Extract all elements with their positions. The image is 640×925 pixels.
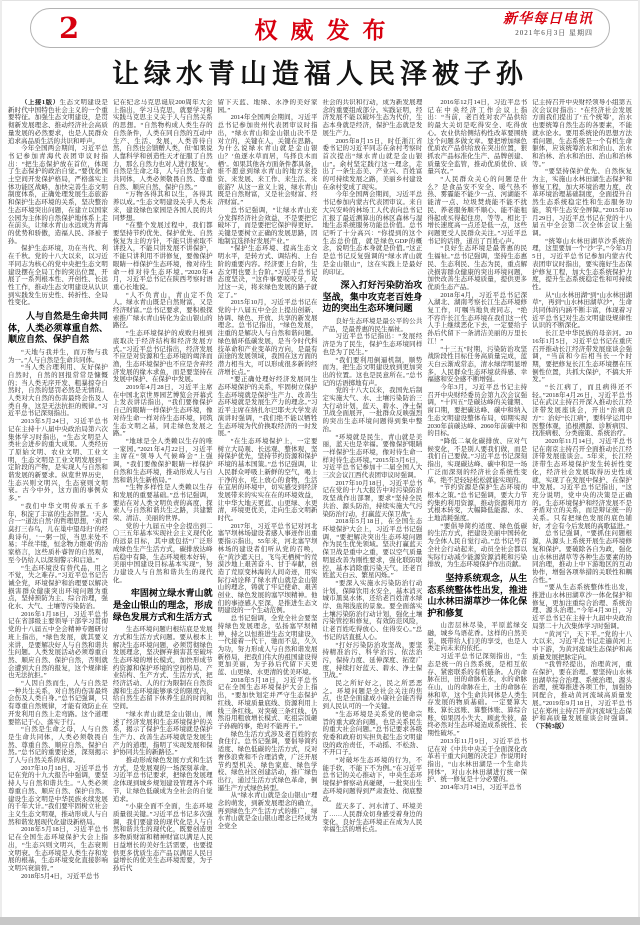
article-paragraph: “生物多样性是人类赖以生存和发展的重要基础。”总书记强调，要站在对人类文明负责的高度，探索人与自然和谐共生之路，共建繁荣、清洁、美丽的世界。 bbox=[112, 484, 213, 523]
article-paragraph: 2017年10月18日，习近平总书记在党的十九大报告中对污染防治攻坚战作出部署，要求“坚持全民共治、源头防治，持续实施大气污染防治行动，打赢蓝天保卫战”。 bbox=[322, 479, 423, 518]
article-paragraph: “降低二氧化碳排放、应对气候变化，不是别人要我们做，而是我们自己要做。”习近平总书记深刻指出，实现碳达峰、碳中和是一场广泛而深刻的经济社会系统性变革，绝不是轻轻松松就能实现的。 bbox=[427, 437, 528, 484]
article-paragraph: 今年全国两会期间，习近平总书记参加青海代表团审议时指出：“把生态保护放在首位，体现了生态保护的政治自觉。”要优化国土空间开发保护格局，严格落实主体功能区战略，加快完善生态文明制度体系，正确处理发展生态旅游和保护生态环境的关系，坚决整治生态环境突出问题，在建立以国家公园为主体的自然保护地体系上走在前头，让绿水青山永远成为青海的优势和骄傲，造福人民、泽被子孙。 bbox=[8, 145, 108, 245]
article-paragraph: “环境就是民生，青山就是美丽，蓝天也是幸福。要像保护眼睛一样保护生态环境，像对待生命一样对待生态环境。”2015年3月6日，习近平总书记参加十二届全国人大三次会议江西代表团审议时强调。 bbox=[322, 433, 423, 480]
issue-date: 2021年6月3日 星期四 bbox=[515, 29, 593, 37]
article-paragraph: 2013年11月9日，习近平总书记在对《中共中央关于全面深化改革若干重大问题的决定》作说明时指出，“山水林田湖是一个生命共同体”，对山水林田湖进行统一保护、统一修复是十分必要的。 bbox=[427, 737, 528, 784]
article-paragraph: 总书记强调，全党全社会要坚持绿色发展理念，弘扬塞罕坝精神，持之以恒推进生态文明建设，一代接着一代干，驰而不息，久久为功，努力形成人与自然和谐发展新格局，把我们伟大的祖国建设得更加美丽，为子孙后代留下天更蓝、山更绿、水更清的优美环境。 bbox=[217, 615, 318, 677]
article-paragraph: “天地与我并生，而万物与我为一。”人与自然是生命共同体。 bbox=[8, 348, 108, 364]
continued-from-note: （上接1版） bbox=[21, 99, 60, 107]
article-paragraph: 2016年1月18日，习近平总书记在省部级主要领导干部学习贯彻党的十八届五中全会精神专题研讨班上指出，“绿色发展，就其要义来讲，是要解决好人与自然和谐共生问题。人类发展活动必须尊重自然、顺应自然、保护自然，否则就会遭到大自然的报复，这个规律谁也无法抗拒。” bbox=[8, 610, 108, 680]
article-paragraph: 2015年10月，习近平总书记在党的十八届五中全会上提出创新、协调、绿色、开放、共享的新发展理念。总书记指出，“绿色发展，注重的是解决人与自然和谐问题。绿色循环低碳发展，是当今时代科技革命和产业变革的方向，是最有前途的发展领域，我国在这方面的潜力相当大，可以形成很多新的经济增长点。” bbox=[217, 299, 318, 376]
article-paragraph: 留下天蓝、地绿、水净的美好家园。” bbox=[217, 99, 318, 114]
article-paragraph: “统筹山水林田湖草沙系统治理，这里要加一个‘沙’字。”今年3月5日，习近平总书记参加内蒙古代表团审议时指出，要实施好生态保护修复工程，加大生态系统保护力度，提升生态系统稳定性和可持续性。 bbox=[532, 237, 632, 291]
article-paragraph: 绿色生活方式涉及老百姓的衣食住行。总书记强调，要倡导简约适度、绿色低碳的生活方式，反对奢侈浪费和不合理消费，广泛开展节约型机关、绿色家庭、绿色学校、绿色社区创建活动，推广绿色出行，通过生活方式绿色革命，倒逼生产方式绿色转型。 bbox=[217, 730, 318, 792]
article-paragraph: “要深入实施水污染防治行动计划，保障饮用水安全，基本消灭城市黑臭水体，还给老百姓清水绿岸、鱼翔浅底的景象。要全面落实土壤污染防治行动计划，强化土壤污染管控和修复，有效防范风险，让老百姓吃得放心、住得安心。”总书记的话直抵人心。 bbox=[322, 579, 423, 641]
article-paragraph: “长江病了，而且病得还不轻。”2018年4月26日，习近平总书记在武汉主持召开深入推动长江经济带发展座谈会，开出“治病良方”：治好“长江病”，要科学运用中医整体观，追根溯源、诊断病因、找准病根、分类施策、系统治疗。 bbox=[532, 384, 632, 438]
article-paragraph: 良好生态环境是最公平的公共产品，是最普惠的民生福祉。 bbox=[322, 318, 423, 333]
article-paragraph: “要正确处理好经济发展同生态环境保护的关系，牢固树立保护生态环境就是保护生产力、改善生态环境就是发展生产力的理念。”习近平主席在纳扎尔巴耶夫大学发表演讲时强调，“我们绝不能以牺牲生态环境为代价换取经济的一时发展。” bbox=[217, 376, 318, 438]
article-paragraph: “生态环境没有替代品，用之不觉，失之难存。”习近平总书记告诫全党，环境保护和治理要以解决损害群众健康突出环境问题为重点，坚持预防为主、综合治理，强化水、大气、土壤等污染防治。 bbox=[8, 564, 108, 611]
article-paragraph: “人因自然而生，人与自然是一种共生关系，对自然的伤害最终会伤及人类自身。”总书记强调，只有尊重自然规律，才能有效防止在开发利用自然上走弯路。这个道理要铭记于心、落实于行。 bbox=[8, 680, 108, 726]
article-paragraph: “我曾经提出，治理黄河，重在保护，要在治理。要坚持山水林田湖草综合治理、系统治理、源头治理，统筹推进各项工作，加强协同配合，推动黄河流域高质量发展。”2019年9月18日，习近平总书记在郑州主持召开黄河流域生态保护和高质量发展座谈会时强调。（下转3版） bbox=[532, 661, 632, 730]
article-paragraph: 2018年5月4日，习近平总书 bbox=[21, 872, 99, 880]
article-column bbox=[8, 99, 108, 905]
section-heading: 牢固树立绿水青山就是金山银山的理念，形成绿色发展方式和生活方式 bbox=[112, 588, 213, 622]
article-paragraph: 2014年全国两会期间，习近平总书记参加贵州代表团审议时指出，“绿水青山和金山银山决不是对立的，关键在人，关键在思路。为什么说绿水青山就是金山银山？‘鱼逐水草而居，鸟择良木而栖’。如果其他各方面条件都具备，谁不愿意到绿水青山的地方来投资、来发展、来工作、来生活、来旅游？从这一意义上说，绿水青山既是自然财富，又是社会财富、经济财富。” bbox=[217, 114, 318, 207]
article-headline: 让绿水青山造福人民泽被子孙 bbox=[112, 59, 528, 89]
article-paragraph: “保护生态环境、提高生态文明水平，是转方式、调结构、上台阶的重要内容。经济要上台阶，生态文明也要上台阶。”习近平总书记态度坚决，“这件事要咬咬牙，攻过这一关，将来绿色发展的路子就定了。” bbox=[217, 245, 318, 299]
article-paragraph: 2018年5月18日，在全国生态环境保护大会上，习近平总书记强调，“要把解决突出生态环境问题作为民生优先领域。坚决打赢蓝天保卫战是重中之重，要以空气质量明显改善为刚性要求，强化联防联控，基本消除重污染天气，还老百姓蓝天白云、繁星闪烁。” bbox=[322, 518, 423, 580]
article-paragraph: 民之所好好之，民之所恶恶之。环境问题是全社会关注的焦点，也是全面建成小康社会能否得到人民认可的一个关键。 bbox=[322, 680, 423, 711]
section-title: 权威发布 bbox=[254, 17, 399, 43]
article-paragraph: 长江是中华民族的母亲河。2016年1月5日，习近平总书记在重庆召开推动长江经济带发展座谈会强调，“当前和今后相当长一个时期，要把修复长江生态环境摆在压倒性位置，共抓大保护，不搞大开发。” bbox=[532, 330, 632, 384]
article-paragraph: 总书记强调，“让绿水青山充分发挥经济社会效益，不是要把它破坏了，而是要把它保护得更好。关键是要树立正确的发展思路，因地制宜选择好发展产业。” bbox=[217, 206, 318, 245]
masthead bbox=[503, 13, 593, 37]
article-column bbox=[322, 99, 422, 905]
article-paragraph: “绿水青山就是金山银山，阐述了经济发展和生态环境保护的关系，揭示了保护生态环境就是保护生产力、改善生态环境就是发展生产力的道理，指明了实现发展和保护协同共生的新路径。” bbox=[112, 710, 213, 757]
article-paragraph: “十三五”时期，污染防治攻坚战阶段性目标任务高质量完成，蓝天白云渐成常态，清水绿岸明显增多，人民群众生态环境获得感、幸福感和安全感不断增强。 bbox=[427, 345, 528, 384]
masthead-logo: 新华每日电讯 bbox=[503, 12, 593, 27]
article-paragraph: 从“绿水青山就是金山银山”理念的萌发，到新发展理念的确立，再到绿色生产生活方式的推广，绿水青山就是金山银山理念已经成为全党全 bbox=[217, 792, 318, 831]
article-paragraph: “在整个发展过程中，我们都要坚持节约优先、保护优先、自然恢复为主的方针，不能只讲索取不讲投入，不能只讲发展不讲保护，不能只讲利用不讲修复，要像保护眼睛一样保护生态环境，像对待生命一样对待生态环境。”2020年4月，习近平总书记在陕西考察时语重心长地说。 bbox=[112, 222, 213, 291]
article-paragraph: 2013年5月24日，习近平总书记在主持十八届中央政治局第六次集体学习时指出，“生态文明是人类社会进步的重大成果。人类经历了原始文明、农业文明、工业文明，生态文明是工业文明发展到一定阶段的产物，是实现人与自然和谐发展的新要求。纵览世界历史，生态兴则文明兴，生态衰则文明衰。古今中外，这方面的事例众多。” bbox=[8, 418, 108, 503]
article-paragraph: “小康全面不全面，生态环境质量很关键。”习近平总书记多次强调，我们要建设的现代化是人与自然和谐共生的现代化，既要创造更多物质财富和精神财富以满足人民日益增长的美好生活需要，也要提供更多优质生态产品以满足人民日益增长的优美生态环境需要，为子孙后代 bbox=[112, 803, 213, 872]
article-paragraph: “要倡导简约适度、绿色低碳的生活方式，把建设美丽中国转化为全体人民自觉行动。”总书记号召全社会行动起来，动员全社会都以实际行动减少能源资源消耗和污染排放，为生态环境保护作出贡献。 bbox=[427, 522, 528, 569]
article-paragraph: 习近平总书记深刻指出，“生态是统一的自然系统，是相互依存、紧密联系的有机链条。人的命脉在田，田的命脉在水，水的命脉在山，山的命脉在土，土的命脉在林和草，这个生命共同体是人类生存发展的物质基础。一定要算大账、算长远账、算整体账、算综合账，如果因小失大、顾此失彼，最终必然对生态环境造成系统性、长期性破坏。” bbox=[427, 653, 528, 738]
article-paragraph: 2019年4月28日，习近平主席在中国北京世界园艺博览会开幕式上发表讲话指出，“我们要像保护自己的眼睛一样保护生态环境，像对待生命一样对待生态环境，同筑生态文明之基，同走绿色发展之路。” bbox=[112, 384, 213, 438]
article-paragraph: （上接1版）生态文明建设是新时代中国特色社会主义的一个重要特征。加强生态文明建设，是贯彻新发展理念、推动经济社会高质量发展的必然要求，也是人民群众追求高品质生活的共识和呼声。 bbox=[8, 99, 108, 145]
article-paragraph: “要坚持保护优先、自然恢复为主，实施山水林田湖生态保护和修复工程，加大环境治理力度，改革环境治理基础制度，全面提升自然生态系统稳定性和生态服务功能，筑牢生态安全屏障。”2015年10月29日，习近平总书记在党的十八届五中全会第二次全体会议上强调。 bbox=[532, 168, 632, 237]
article-column bbox=[218, 99, 318, 905]
article-paragraph: 习近平总书记指出：“发展经济是为了民生，保护生态环境同样也是为了民生。” bbox=[322, 333, 423, 356]
article-paragraph: 2017年10月18日，习近平总书记在党的十九大报告中强调，要坚持人与自然和谐共生。“人类必须尊重自然、顺应自然、保护自然。建设生态文明是中华民族永续发展的千年大计。”我们要牢固树立社会主义生态文明观，推动形成人与自然和谐发展现代化建设新格局。 bbox=[8, 764, 108, 826]
article-paragraph: 社会的共识和行动，成为新发展理念的重要组成部分。实践证明，经济发展不能以破坏生态为代价，生态本身就是经济，保护生态就是发展生产力。 bbox=[322, 99, 423, 137]
article-paragraph: “打好污染防治攻坚战，要坚持精准治污、科学治污、依法治污，保持力度、延伸深度、拓宽广度，持续打好蓝天、碧水、净土保卫战。” bbox=[322, 641, 423, 680]
article-paragraph: 从“山水林田湖”到“山水林田湖草”，再到“山水林田湖草沙”，生命共同体的内涵不断丰富，体现着习近平总书记对生态文明建设规律性认识的不断深化。 bbox=[532, 291, 632, 330]
article-paragraph: “我们中华文明传承五千多年，积淀了丰富的生态智慧。‘天人合一’‘道法自然’的哲理思想，‘劝君莫打三春鸟，儿在巢中望母归’的经典诗句，‘一粥一饭，当思来处不易；半丝半缕，恒念物力维艰’的治家格言，这些质朴睿智的自然观，至今仍给人以深刻警示和启迪。” bbox=[8, 502, 108, 564]
article-column bbox=[113, 99, 213, 905]
article-paragraph: 党的十八大以来，我国先后制定实施大气、水、土壤污染防治三大行动计划，蓝天、碧水、净土保卫战全面展开，一批群众反映强烈的突出生态环境问题得到集中整治。 bbox=[322, 387, 423, 433]
section-heading: 坚持系统观念，从生态系统整体性出发，推进山水林田湖草沙一体化保护和修复 bbox=[427, 572, 528, 618]
article-columns bbox=[0, 94, 640, 905]
article-paragraph: 总书记强调，“要抓住问题根源，从源头上系统开展生态环境修复和保护。要破除各自为政，强化山水林田湖草等各种生态要素的协同治理，推动上中下游地区的互动协作，增强各项举措的关联性和耦合性。” bbox=[532, 530, 632, 584]
header-bar bbox=[30, 8, 610, 48]
article-paragraph: 2016年12月14日，习近平总书记在中央经济工作会议上指出：“当前，老百姓对农产品供给的最大关切是吃得安全、吃得放心。农业供给侧结构性改革要围绕这个问题多做文章。要把增加绿色优质农产品供给放在突出位置，狠抓农产品标准化生产、品牌创建、质量安全监管，推动优质优价、质量兴农。” bbox=[427, 99, 528, 176]
article-paragraph: 2018年5月18日，习近平总书记在全国生态环境保护大会上指出，“生态兴则文明兴，生态衰则文明衰。生态环境是人类生存和发展的根基，生态环境变化直接影响文明兴衰演替。” bbox=[8, 826, 108, 872]
article-paragraph: “生态环境保护的成败归根到底取决于经济结构和经济发展方式。”习近平总书记指出，经济发展不应是对资源和生态环境的竭泽而渔，生态环境保护也不应是舍弃经济发展的缘木求鱼，而是要坚持在发展中保护、在保护中发展。 bbox=[112, 330, 213, 384]
article-paragraph: “当人类合理利用、友好保护自然时，自然的回报常常是慷慨的；当人类无序开发、粗暴掠夺自然时，自然的惩罚必然是无情的。人类对大自然的伤害最终会伤及人类自身，这是无法抗拒的规律。”习近平总书记深刻指出。 bbox=[8, 364, 108, 418]
article-paragraph: 蓝天多了、河水清了、环境美了……人民群众切身感受着身边的变化，良好生态环境正在成为人民幸福生活的增长点。 bbox=[322, 803, 423, 834]
section-heading: 深入打好污染防治攻坚战，集中攻克老百姓身边的突出生态环境问题 bbox=[322, 280, 423, 314]
article-paragraph: 山峦层林尽染，平原蓝绿交融，城乡鸟语花香。这样的自然美景，既带给人们美的享受，也是人类走向未来的依托。 bbox=[427, 622, 528, 653]
article-paragraph: “对破坏生态环境的行为，不能手软，不能下不为例。”在习近平总书记的关心推动下，中央生态环境保护督察动真碰硬，一批突出生态环境问题得到严肃查处、彻底整改。 bbox=[322, 757, 423, 803]
article-paragraph: 保护生态环境，功在当代、利在千秋。党的十八大以来，以习近平同志为核心的党中央把生态文明建设摆在全局工作的突出位置，开展了一系列根本性、开创性、长远性工作，推动生态文明建设从认识到实践发生历史性、转折性、全局性变化。 bbox=[8, 245, 108, 307]
article-paragraph: 2017年，习近平总书记对河北塞罕坝林场建设者感人事迹作出重要指示指出，55年来，河北塞罕坝林场的建设者们听从党的召唤，在“黄沙遮天日，飞鸟无栖树”的荒漠沙地上艰苦奋斗、甘于奉献，创造了荒原变林海的人间奇迹，用实际行动诠释了绿水青山就是金山银山的理念，铸就了牢记使命、艰苦创业、绿色发展的塞罕坝精神。他们的事迹感人至深，是推进生态文明建设的一个生动范例。 bbox=[217, 522, 318, 615]
article-paragraph: 党的十九届五中全会提出到二〇三五年基本实现社会主义现代化的远景目标，其中就包括“广泛形成绿色生产生活方式，碳排放达峰后稳中有降，生态环境根本好转，美丽中国建设目标基本实现”，努力建设人与自然和谐共生的现代化。 bbox=[112, 522, 213, 584]
article-paragraph: “自然是生命之母，人与自然是生命共同体，人类必须敬畏自然、尊重自然、顺应自然、保护自然。”总书记的重要论述，深刻揭示了人与自然关系的真谛。 bbox=[8, 726, 108, 765]
article-paragraph: 2018年5月18日，习近平总书记在全国生态环境保护大会上指出，“要加快划定并严守生态保护红线、环境质量底线、资源利用上线三条红线。对突破三条红线、仍然沿用粗放增长模式、吃祖宗饭砸子孙碗的事，绝对不能再干。” bbox=[217, 676, 318, 730]
article-column bbox=[427, 99, 527, 905]
page-bottom-edge bbox=[0, 917, 640, 925]
section-heading: 人与自然是生命共同体，人类必须尊重自然、顺应自然、保护自然 bbox=[8, 311, 108, 345]
article-paragraph: “在生态环境保护上，一定要树立大局观、长远观、整体观，坚持保护优先，坚持节约资源和保护环境的基本国策。”总书记强调，让人民群众呼吸上新鲜的空气，喝上干净的水，吃上放心的食物，生活在宜居的环境中，切实感受到经济发展带来的实实在在的环境效益，让中华大地天更蓝、山更绿、水更清，环境更优美，走向生态文明新时代。 bbox=[217, 437, 318, 523]
continued-to-note: （下转3版） bbox=[532, 723, 568, 730]
article-paragraph: 推动形成绿色发展方式和生活方式，是发展观的一场深刻革命。习近平总书记要求，把绿色发展理念体现到城乡规划建设管理各个环节，让绿色低碳成为全社会的自觉追求。 bbox=[112, 757, 213, 803]
article-paragraph: 记主持召开中央财经领导小组第五次会议时指出：“在经济社会发展方面我们提出了‘五个统筹’，治水也要统筹自然生态的各要素，不能就水论水。要用系统论的思想方法看问题，生态系统是一个有机生命躯体，应该统筹治水和治山、治水和治林、治水和治田、治山和治林等。” bbox=[532, 99, 632, 168]
article-paragraph: 2014年3月14日，习近平总书 bbox=[440, 784, 522, 792]
article-paragraph: 2020年11月14日，习近平总书记在南京主持召开全面推动长江经济带发展座谈会。5年来，长江经济带生态环境保护发生转折性变化，经济社会发展取得历史性成就，实现了在发展中保护、在保护中发展。习近平总书记指出，“这充分说明，党中央的决策是正确的。生态环境保护和经济发展不是矛盾对立的关系，而是辩证统一的关系。只有把绿色发展的底色铺好，才会有今后发展的高歌猛进。” bbox=[532, 437, 632, 530]
article-paragraph: 2005年8月15日，时任浙江省委书记的习近平同志在余村考察时首次提出“绿水青山就是金山银山”。余村坚定践行这一理念，走出了一条生态美、产业兴、百姓富的可持续发展之路，美丽乡村建设在余村变成了现实。 bbox=[322, 137, 423, 191]
article-paragraph: “黄河宁，天下平。”党的十八大以来，习近平总书记走遍黄河上中下游，为黄河流域生态保护和高质量发展把脉定向。 bbox=[532, 630, 632, 661]
article-paragraph: 记在纪念马克思诞辰200周年大会上指出，学习马克思，就要学习和实践马克思主义关于人与自然关系的思想。“自然物构成人类生存的自然条件，人类在同自然的互动中生产、生活、发展，人类善待自然，自然也会馈赠人类，但‘如果说人靠科学和创造性天才征服了自然力，那么自然力也对人进行报复’。自然是生命之母，人与自然是生命共同体，人类必须敬畏自然、尊重自然、顺应自然、保护自然。” bbox=[112, 99, 213, 191]
page-number: 2 bbox=[59, 10, 80, 45]
article-paragraph: 生态环境问题归根结底是发展方式和生活方式问题。要从根本上解决生态环境问题，必须贯彻绿色发展理念，坚决摒弃损害甚至破坏生态环境的增长模式，加快形成节约资源和保护环境的空间格局、产业结构、生产方式、生活方式，把经济活动、人的行为限制在自然资源和生态环境能够承受的限度内，给自然生态留下休养生息的时间和空间。 bbox=[112, 626, 213, 711]
article-paragraph: “万物各得其和以生，各得其养以成。”生态文明建设关乎人类未来，建设绿色家园是各国人民的共同梦想。 bbox=[112, 191, 213, 222]
article-paragraph: “要从生态系统整体性出发，推进山水林田湖草沙一体化保护和修复，更加注重综合治理、系统治理、源头治理。”今年4月30日，习近平总书记在主持十九届中央政治局第二十九次集体学习时强调。 bbox=[532, 584, 632, 630]
article-paragraph: “良好生态环境是最普惠的民生福祉。”总书记强调，坚持生态惠民、生态利民、生态为民，重点解决损害群众健康的突出环境问题，加快改善生态环境质量，提供更多优质生态产品。 bbox=[427, 245, 528, 291]
article-paragraph: 2018年4月，习近平总书记深入湖北、湖南考察长江生态环境修复工作，叮嘱当地负责同志，“绝不容许长江生态环境在我们这一代人手上继续恶化下去，一定要给子孙后代留下一条清洁美丽的万里长江！” bbox=[427, 291, 528, 345]
article-paragraph: “生态环境是关系党的使命宗旨的重大政治问题，也是关系民生的重大社会问题。”总书记要求各级党委和政府切实担负起生态文明建设的政治责任，不动摇、不松劲、不开口子。 bbox=[322, 710, 423, 757]
article-paragraph: 今年全国两会期间，习近平总书记参加内蒙古代表团审议。来自大兴安岭的林场工人代表向总书记汇报了最近测算出的林区森林与湿地生态系统服务功能总价值。总书记听了十分高兴：“你提到的这个生态总价值，就是绿色GDP的概念，说明生态本身就是价值。”这正是总书记反复强调的“绿水青山就是金山银山”，这在实践上是最好的印证。 bbox=[322, 191, 423, 276]
article-paragraph: 今年3月，习近平总书记主持召开中央财经委员会第九次会议强调，“十四五”是碳达峰的关键期、窗口期，要把碳达峰、碳中和纳入生态文明建设整体布局，如期实现2030年前碳达峰、2060年前碳中和的目标。 bbox=[427, 384, 528, 438]
article-paragraph: “我们要利用倒逼机制，顺势而为，把生态文明建设放到更加突出的位置。这也是民意所在。”总书记的话语掷地有声。 bbox=[322, 356, 423, 387]
article-paragraph: “节约资源是保护生态环境的根本之策。”总书记强调，要大力节约集约利用资源，推动资源利用方式根本转变，大幅降低能源、水、土地消耗强度。 bbox=[427, 484, 528, 523]
article-paragraph: “人不负青山，青山定不负人。绿水青山既是自然财富，又是经济财富。”总书记要求，要积极探索推广绿水青山转化为金山银山的路径。 bbox=[112, 291, 213, 330]
article-paragraph: “人民群众关心的问题是什么？是食品安不安全、暖气热不热、雾霾能不能少一点、河湖能不能清一点、垃圾焚烧能不能不扰民、养老服务顺不顺心、能不能租得起或买得起住房，等等。相比于增长速度高一点还是低一点，这些问题更受人民群众关注。”习近平总书记的话语，道出了百姓心声。 bbox=[427, 176, 528, 245]
article-paragraph: “地球是全人类赖以生存的唯一家园。”2021年4月22日，习近平主席在“领导人气候峰会”上强调，“我们要像保护眼睛一样保护自然和生态环境，推动形成人与自然和谐共生新格局。” bbox=[112, 437, 213, 484]
article-column bbox=[532, 99, 632, 905]
